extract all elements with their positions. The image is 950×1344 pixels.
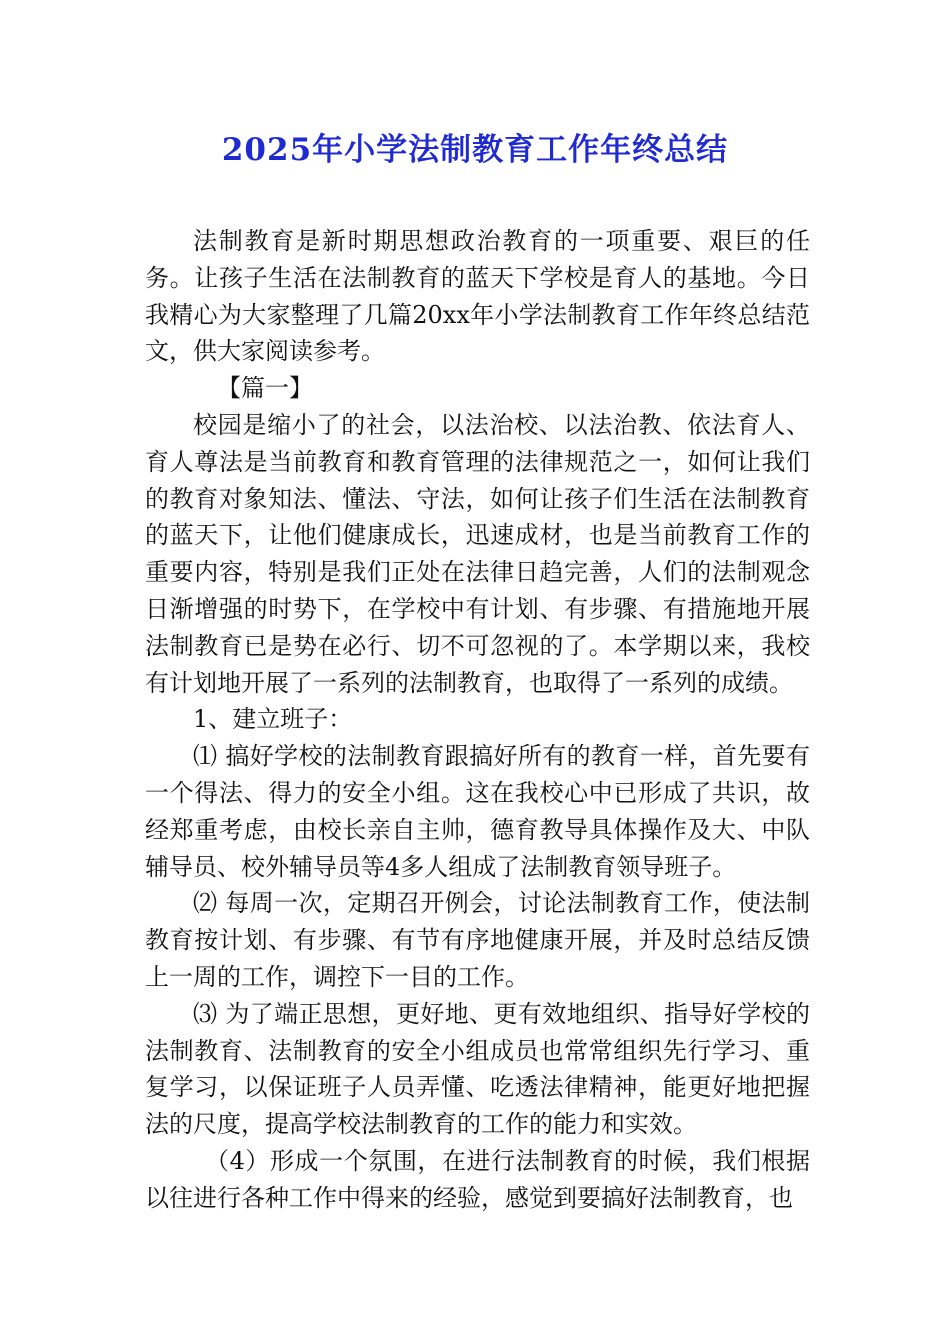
section-heading: 【篇一】 (217, 374, 313, 403)
list-item-paragraph: ⑵ 每周一次，定期召开例会，讨论法制教育工作，使法制教育按计划、有步骤、有节有序地健康开展，并及时总结反馈上一周的工作，调控下一目的工作。 (145, 889, 810, 991)
body-paragraph: 校园是缩小了的社会，以法治校、以法治教、依法育人、育人尊法是当前教育和教育管理的法律规范之一，如何让我们的教育对象知法、懂法、守法，如何让孩子们生活在法制教育的蓝天下，让他们健康成长，迅速成材，也是当前教育工作的重要内容，特别是我们正处在法律日趋完善，人们的法制观念日渐增强的时势下，在学校中有计划、有步骤、有措施地开展法制教育已是势在必行、切不可忽视的了。本学期以来，我校有计划地开展了一系列的法制教育，也取得了一系列的成绩。 (145, 410, 810, 697)
list-item-paragraph: ⑴ 搞好学校的法制教育跟搞好所有的教育一样，首先要有一个得法、得力的安全小组。这在我校心中已形成了共识，故经郑重考虑，由校长亲自主帅，德育教导具体操作及大、中队辅导员、校外辅导员等4多人组成了法制教育领导班子。 (145, 742, 810, 881)
document-body (145, 223, 810, 1217)
document-title: 2025年小学法制教育工作年终总结 (221, 132, 729, 168)
list-item-paragraph: ⑶ 为了端正思想，更好地、更有效地组织、指导好学校的法制教育、法制教育的安全小组成员也常常组织先行学习、重复学习，以保证班子人员弄懂、吃透法律精神，能更好地把握法的尺度，提高学校法制教育的工作的能力和实效。 (145, 999, 810, 1139)
intro-paragraph: 法制教育是新时期思想政治教育的一项重要、艰巨的任务。让孩子生活在法制教育的蓝天下学校是育人的基地。今日我精心为大家整理了几篇20xx年小学法制教育工作年终总结范文，供大家阅读参考。 (145, 227, 810, 366)
list-item-paragraph: （4）形成一个氛围，在进行法制教育的时候，我们根据以往进行各种工作中得来的经验，感觉到要搞好法制教育，也 (145, 1146, 810, 1212)
subsection-heading: 1、建立班子： (193, 705, 353, 734)
